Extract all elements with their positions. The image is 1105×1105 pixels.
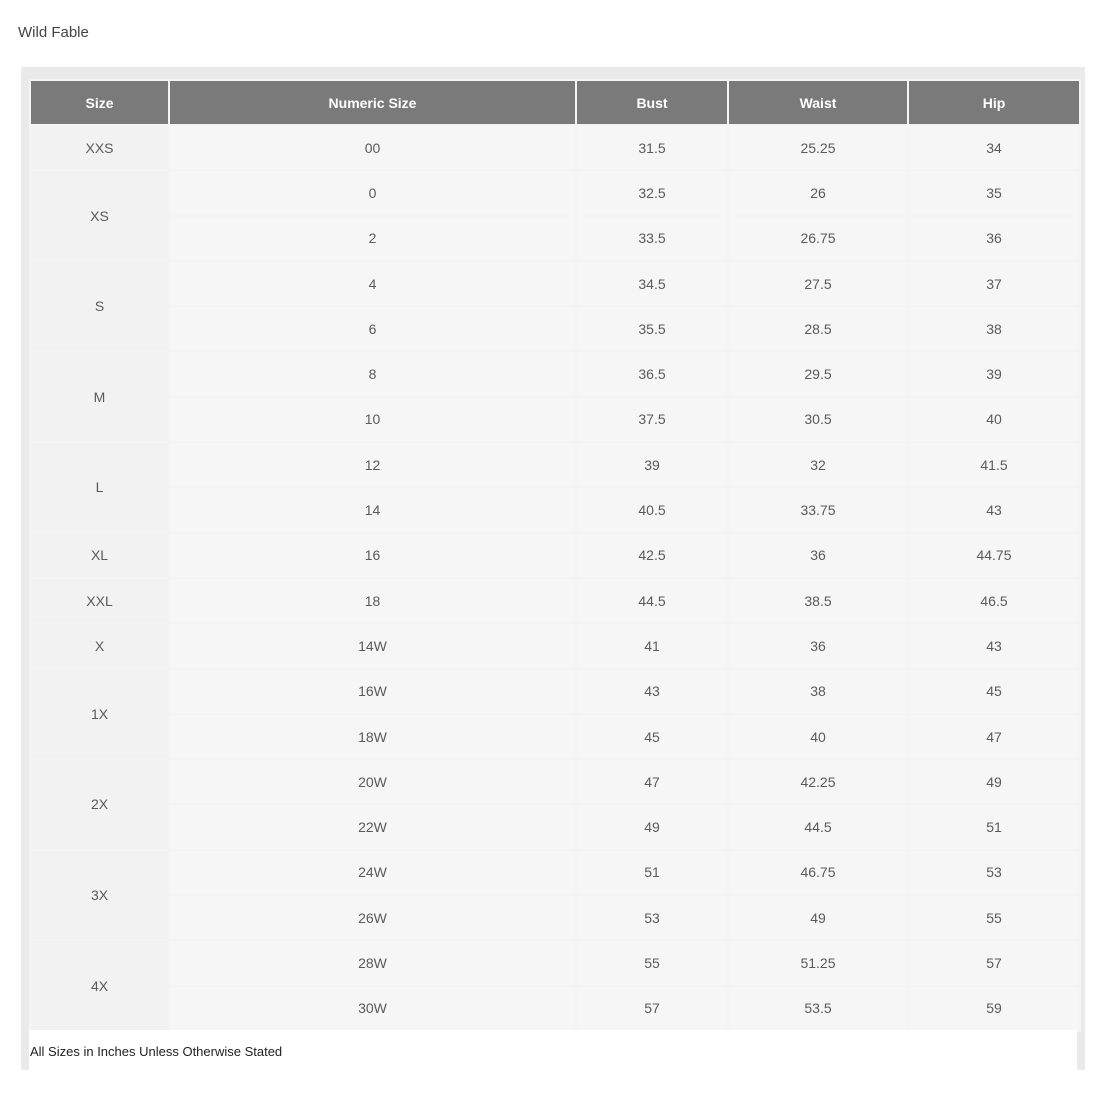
- hip-cell: 46.5: [909, 579, 1079, 622]
- numeric-size-cell: 24W: [170, 851, 575, 894]
- size-label-cell: 2X: [31, 760, 168, 849]
- numeric-size-cell: 8: [170, 352, 575, 395]
- footnote-area: [29, 1030, 1077, 1070]
- table-row: [31, 896, 1079, 939]
- waist-cell: 53.5: [729, 987, 907, 1030]
- brand-name: Wild Fable: [18, 24, 89, 41]
- size-chart-table: [29, 79, 1081, 1032]
- numeric-size-cell: 0: [170, 171, 575, 214]
- header-bust: Bust: [577, 81, 727, 124]
- size-chart-body: [31, 126, 1079, 1030]
- table-row: [31, 443, 1079, 486]
- header-row: [31, 81, 1079, 124]
- hip-cell: 45: [909, 670, 1079, 713]
- table-row: [31, 624, 1079, 667]
- waist-cell: 27.5: [729, 262, 907, 305]
- hip-cell: 59: [909, 987, 1079, 1030]
- hip-cell: 43: [909, 488, 1079, 531]
- bust-cell: 37.5: [577, 398, 727, 441]
- numeric-size-cell: 6: [170, 307, 575, 350]
- numeric-size-cell: 14W: [170, 624, 575, 667]
- hip-cell: 40: [909, 398, 1079, 441]
- hip-cell: 55: [909, 896, 1079, 939]
- footnote: All Sizes in Inches Unless Otherwise Stated: [30, 1044, 283, 1059]
- numeric-size-cell: 16: [170, 534, 575, 577]
- hip-cell: 39: [909, 352, 1079, 395]
- numeric-size-cell: 2: [170, 217, 575, 260]
- hip-cell: 35: [909, 171, 1079, 214]
- waist-cell: 42.25: [729, 760, 907, 803]
- header-waist: Waist: [729, 81, 907, 124]
- bust-cell: 36.5: [577, 352, 727, 395]
- size-label-cell: XXS: [31, 126, 168, 169]
- numeric-size-cell: 20W: [170, 760, 575, 803]
- table-row: [31, 488, 1079, 531]
- hip-cell: 44.75: [909, 534, 1079, 577]
- size-label-cell: M: [31, 352, 168, 441]
- waist-cell: 38: [729, 670, 907, 713]
- waist-cell: 32: [729, 443, 907, 486]
- numeric-size-cell: 18: [170, 579, 575, 622]
- bust-cell: 39: [577, 443, 727, 486]
- numeric-size-cell: 12: [170, 443, 575, 486]
- table-row: [31, 987, 1079, 1030]
- numeric-size-cell: 14: [170, 488, 575, 531]
- bust-cell: 45: [577, 715, 727, 758]
- waist-cell: 49: [729, 896, 907, 939]
- numeric-size-cell: 4: [170, 262, 575, 305]
- size-chart-panel: [21, 67, 1085, 1070]
- waist-cell: 36: [729, 534, 907, 577]
- bust-cell: 33.5: [577, 217, 727, 260]
- numeric-size-cell: 26W: [170, 896, 575, 939]
- numeric-size-cell: 30W: [170, 987, 575, 1030]
- bust-cell: 43: [577, 670, 727, 713]
- waist-cell: 51.25: [729, 941, 907, 984]
- hip-cell: 47: [909, 715, 1079, 758]
- bust-cell: 57: [577, 987, 727, 1030]
- size-label-cell: X: [31, 624, 168, 667]
- hip-cell: 34: [909, 126, 1079, 169]
- waist-cell: 40: [729, 715, 907, 758]
- table-row: [31, 715, 1079, 758]
- numeric-size-cell: 28W: [170, 941, 575, 984]
- table-row: [31, 126, 1079, 169]
- numeric-size-cell: 10: [170, 398, 575, 441]
- table-row: [31, 534, 1079, 577]
- waist-cell: 29.5: [729, 352, 907, 395]
- bust-cell: 40.5: [577, 488, 727, 531]
- header-hip: Hip: [909, 81, 1079, 124]
- waist-cell: 30.5: [729, 398, 907, 441]
- hip-cell: 57: [909, 941, 1079, 984]
- bust-cell: 44.5: [577, 579, 727, 622]
- size-label-cell: 1X: [31, 670, 168, 759]
- table-row: [31, 307, 1079, 350]
- waist-cell: 26.75: [729, 217, 907, 260]
- hip-cell: 38: [909, 307, 1079, 350]
- bust-cell: 49: [577, 805, 727, 848]
- waist-cell: 38.5: [729, 579, 907, 622]
- waist-cell: 44.5: [729, 805, 907, 848]
- table-row: [31, 760, 1079, 803]
- bust-cell: 51: [577, 851, 727, 894]
- table-row: [31, 398, 1079, 441]
- size-label-cell: 4X: [31, 941, 168, 1030]
- bust-cell: 53: [577, 896, 727, 939]
- hip-cell: 49: [909, 760, 1079, 803]
- bust-cell: 41: [577, 624, 727, 667]
- bust-cell: 42.5: [577, 534, 727, 577]
- hip-cell: 41.5: [909, 443, 1079, 486]
- hip-cell: 36: [909, 217, 1079, 260]
- hip-cell: 51: [909, 805, 1079, 848]
- table-row: [31, 670, 1079, 713]
- waist-cell: 46.75: [729, 851, 907, 894]
- waist-cell: 28.5: [729, 307, 907, 350]
- bust-cell: 31.5: [577, 126, 727, 169]
- header-size: Size: [31, 81, 168, 124]
- table-row: [31, 851, 1079, 894]
- hip-cell: 43: [909, 624, 1079, 667]
- table-row: [31, 352, 1079, 395]
- size-label-cell: L: [31, 443, 168, 532]
- waist-cell: 25.25: [729, 126, 907, 169]
- table-row: [31, 262, 1079, 305]
- waist-cell: 36: [729, 624, 907, 667]
- numeric-size-cell: 00: [170, 126, 575, 169]
- header-numeric-size: Numeric Size: [170, 81, 575, 124]
- table-row: [31, 579, 1079, 622]
- bust-cell: 55: [577, 941, 727, 984]
- bust-cell: 32.5: [577, 171, 727, 214]
- size-label-cell: 3X: [31, 851, 168, 940]
- numeric-size-cell: 22W: [170, 805, 575, 848]
- waist-cell: 26: [729, 171, 907, 214]
- hip-cell: 53: [909, 851, 1079, 894]
- bust-cell: 35.5: [577, 307, 727, 350]
- bust-cell: 47: [577, 760, 727, 803]
- table-row: [31, 171, 1079, 214]
- size-label-cell: S: [31, 262, 168, 351]
- numeric-size-cell: 16W: [170, 670, 575, 713]
- numeric-size-cell: 18W: [170, 715, 575, 758]
- bust-cell: 34.5: [577, 262, 727, 305]
- table-row: [31, 805, 1079, 848]
- size-label-cell: XS: [31, 171, 168, 260]
- waist-cell: 33.75: [729, 488, 907, 531]
- size-label-cell: XL: [31, 534, 168, 577]
- size-label-cell: XXL: [31, 579, 168, 622]
- table-row: [31, 941, 1079, 984]
- table-row: [31, 217, 1079, 260]
- hip-cell: 37: [909, 262, 1079, 305]
